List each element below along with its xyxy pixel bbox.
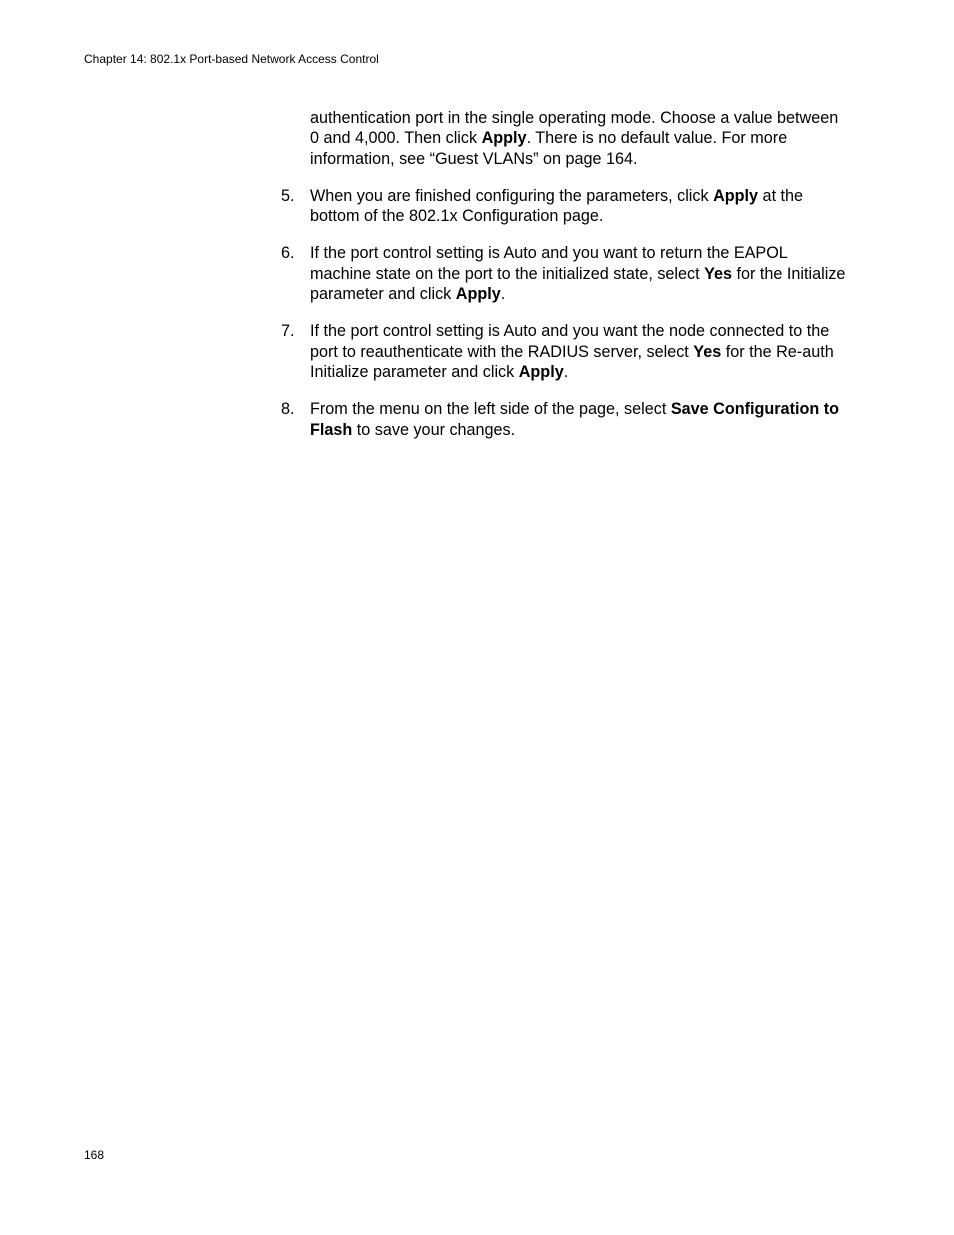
step-text-part: to save your changes.: [352, 420, 516, 439]
bold-term-yes: Yes: [704, 264, 733, 283]
step-text-part: When you are finished configuring the parameters, click: [310, 186, 714, 205]
running-header: Chapter 14: 802.1x Port-based Network Access Control: [84, 52, 379, 66]
step-number: 8.: [281, 400, 295, 419]
step-5: [281, 186, 846, 227]
step-text-part: at the bottom of the 802.1x Configuration page.: [310, 186, 804, 226]
step-text-part: From the menu on the left side of the page, select: [310, 400, 671, 419]
paragraph-text: . There is no default value. For more information, see “Guest VLANs” on page 164.: [310, 129, 788, 168]
bold-term-apply: Apply: [713, 186, 759, 205]
step-text: [310, 243, 846, 304]
step-number: 5.: [281, 186, 295, 205]
step-text-part: .: [563, 362, 569, 381]
step-text-part: for the Re-auth Initialize parameter and click: [310, 342, 834, 381]
page-number: 168: [84, 1148, 105, 1162]
step-text: [310, 186, 846, 227]
step-7: [281, 321, 846, 382]
bold-term-apply: Apply: [455, 285, 501, 304]
step-text: [310, 399, 846, 440]
document-body: [281, 108, 846, 457]
step-number: 6.: [281, 244, 295, 263]
step-text-part: If the port control setting is Auto and you want to return the EAPOL machine state on the port to the initialized state, select: [310, 244, 788, 283]
step-8: [281, 399, 846, 440]
bold-term-apply: Apply: [481, 129, 527, 148]
step-text-part: .: [500, 285, 506, 304]
bold-term-save-configuration: Save Configuration to Flash: [310, 400, 840, 439]
continuation-paragraph: [310, 108, 846, 169]
step-number: 7.: [281, 322, 295, 341]
step-text-part: If the port control setting is Auto and you want the node connected to the port to reauthenticate with the RADIUS server, select: [310, 322, 830, 361]
paragraph-text: authentication port in the single operating mode. Choose a value between 0 and 4,000. Then click: [310, 109, 839, 148]
bold-term-apply: Apply: [518, 362, 564, 381]
step-text: [310, 321, 846, 382]
step-text-part: for the Initialize parameter and click: [310, 264, 846, 304]
bold-term-yes: Yes: [693, 342, 722, 361]
step-6: [281, 243, 846, 304]
